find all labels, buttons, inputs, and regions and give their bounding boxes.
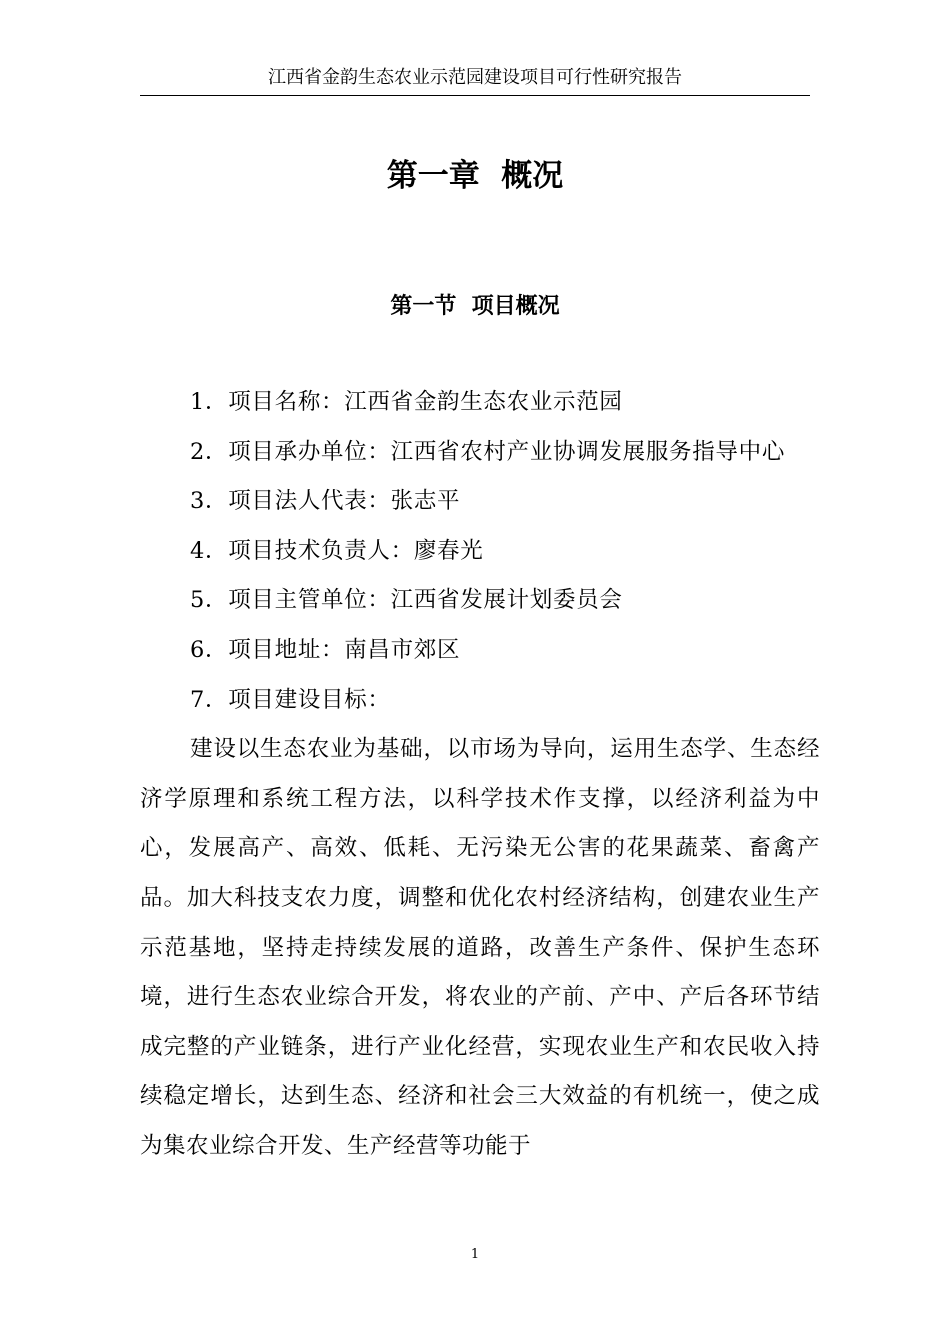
goal-paragraph: 建设以生态农业为基础，以市场为导向，运用生态学、生态经济学原理和系统工程方法，以科学技术作支撑，以经济利益为中心，发展高产、高效、低耗、无污染无公害的花果蔬菜、畜禽产品。加大科技支农力度，调整和优化农村经济结构，创建农业生产示范基地，坚持走持续发展的道路，改善生产条件、保护生态环境，进行生态农业综合开发，将农业的产前、产中、产后各环节结成完整的产业链条，进行产业化经营，实现农业生产和农民收入持续稳定增长，达到生态、经济和社会三大效益的有机统一，使之成为集农业综合开发、生产经营等功能于	[140, 736, 820, 1159]
item-project-name: 1．项目名称：江西省金韵生态农业示范园	[190, 389, 623, 415]
item-organizer: 2．项目承办单位：江西省农村产业协调发展服务指导中心	[190, 438, 786, 465]
header-rule	[140, 95, 810, 96]
page-number: 1	[470, 1247, 480, 1262]
item-legal-representative: 3．项目法人代表：张志平	[190, 488, 461, 515]
item-address: 6．项目地址：南昌市郊区	[190, 636, 461, 663]
running-header: 江西省金韵生态农业示范园建设项目可行性研究报告	[268, 67, 682, 88]
section-title: 第一节 项目概况	[390, 294, 560, 319]
item-technical-lead: 4．项目技术负责人：廖春光	[190, 537, 484, 564]
chapter-title: 第一章 概况	[386, 158, 564, 194]
item-construction-goal: 7．项目建设目标：	[190, 686, 391, 713]
body-text	[140, 378, 820, 1172]
item-supervising-unit: 5．项目主管单位：江西省发展计划委员会	[190, 587, 623, 614]
